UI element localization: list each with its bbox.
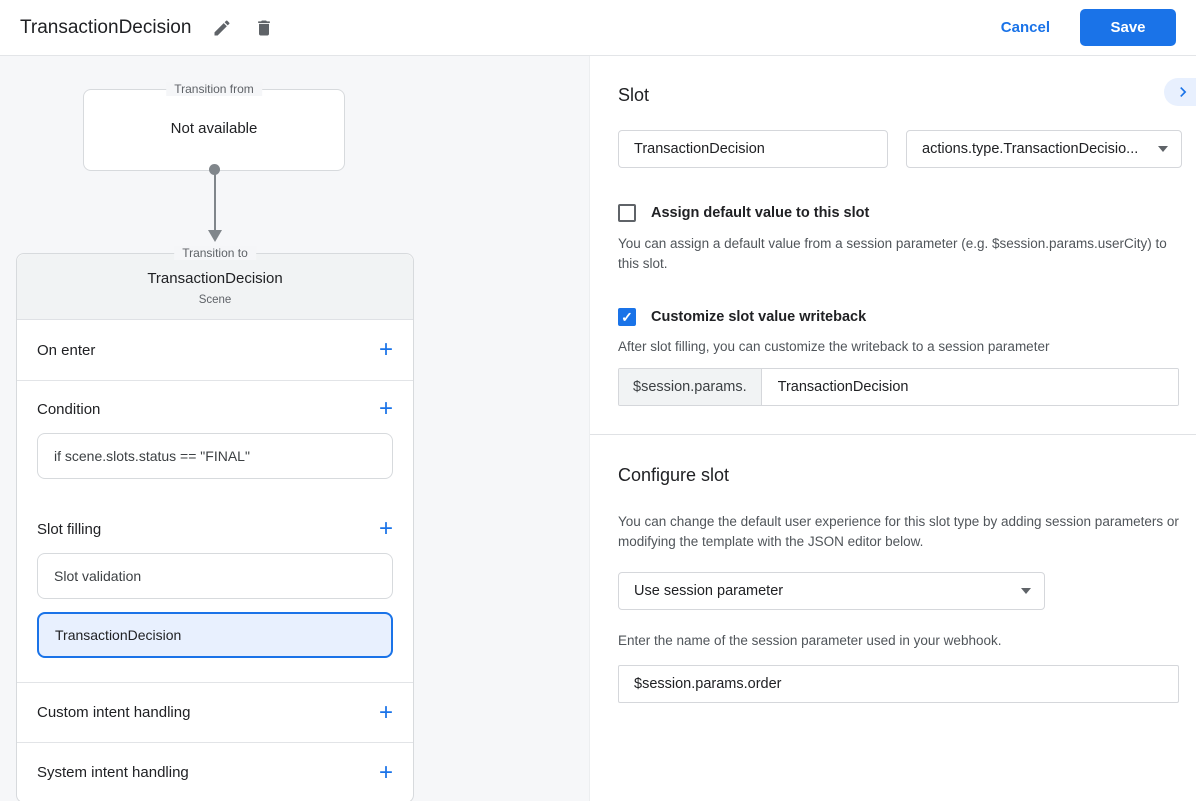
assign-default-checkbox-row[interactable] <box>618 204 1182 222</box>
condition-item[interactable]: if scene.slots.status == "FINAL" <box>37 433 393 479</box>
top-bar <box>0 0 1196 56</box>
writeback-description: After slot filling, you can customize the writeback to a session parameter <box>618 339 1050 354</box>
system-intent-row[interactable] <box>17 742 413 801</box>
assign-default-checkbox[interactable] <box>618 204 636 222</box>
slot-type-dropdown[interactable] <box>906 130 1182 168</box>
dropdown-arrow-icon <box>1158 146 1168 152</box>
scene-card <box>16 246 414 801</box>
on-enter-row[interactable] <box>17 320 413 380</box>
arrow-line <box>214 170 216 230</box>
slot-name-input[interactable] <box>618 130 888 168</box>
webhook-param-input[interactable] <box>618 665 1179 703</box>
scene-diagram-canvas <box>0 56 590 801</box>
slot-filling-label: Slot filling <box>37 520 102 538</box>
on-enter-label: On enter <box>37 341 96 359</box>
transition-to-label: Transition to <box>174 246 256 260</box>
edit-icon[interactable] <box>211 17 233 39</box>
add-system-intent-icon[interactable]: + <box>378 758 393 786</box>
collapse-panel-button[interactable] <box>1164 78 1196 106</box>
condition-label: Condition <box>37 400 101 418</box>
configure-slot-description: You can change the default user experience for this slot type by adding session parameters or modifying the template with the JSON editor below. <box>618 514 1179 549</box>
delete-icon[interactable] <box>253 17 275 39</box>
assign-default-label: Assign default value to this slot <box>651 205 870 221</box>
dropdown-arrow-icon <box>1021 588 1031 594</box>
session-params-prefix: $session.params. <box>619 369 762 405</box>
webhook-param-hint: Enter the name of the session parameter used in your webhook. <box>618 633 1002 648</box>
save-button[interactable]: Save <box>1080 9 1176 46</box>
slot-heading: Slot <box>618 85 650 105</box>
slot-editor-panel <box>590 56 1196 801</box>
slot-config-value: Use session parameter <box>634 583 784 599</box>
scene-subtitle: Scene <box>198 294 232 306</box>
condition-section <box>17 380 413 501</box>
writeback-checkbox[interactable]: ✓ <box>618 308 636 326</box>
slot-item-transaction-decision[interactable]: TransactionDecision <box>37 612 393 658</box>
slot-config-dropdown[interactable] <box>618 572 1045 610</box>
scene-card-header <box>17 254 413 320</box>
add-condition-icon[interactable]: + <box>378 395 393 422</box>
slot-item-validation[interactable]: Slot validation <box>37 553 393 599</box>
writeback-param-input[interactable] <box>762 369 1178 405</box>
configure-slot-heading: Configure slot <box>618 465 730 485</box>
cancel-button[interactable]: Cancel <box>1000 19 1050 36</box>
transition-arrow <box>207 164 222 242</box>
writeback-checkbox-row[interactable] <box>618 308 1182 326</box>
writeback-param-field <box>618 368 1179 406</box>
transition-from-box <box>83 82 345 171</box>
custom-intent-row[interactable] <box>17 682 413 742</box>
slot-type-value: actions.type.TransactionDecisio... <box>922 141 1139 157</box>
add-custom-intent-icon[interactable]: + <box>378 698 393 726</box>
scene-name: TransactionDecision <box>147 270 283 287</box>
arrow-head-icon <box>208 230 222 242</box>
writeback-label: Customize slot value writeback <box>651 309 867 325</box>
custom-intent-label: Custom intent handling <box>37 704 191 721</box>
transition-from-label: Transition from <box>166 82 262 96</box>
slot-filling-section <box>17 501 413 682</box>
add-on-enter-icon[interactable]: + <box>378 336 393 363</box>
assign-default-description: You can assign a default value from a session parameter (e.g. $session.params.userCity) to this slot. <box>618 236 1167 271</box>
add-slot-icon[interactable]: + <box>378 515 393 542</box>
transition-from-content: Not available <box>170 120 258 137</box>
page-title: TransactionDecision <box>20 16 192 38</box>
title-actions <box>211 17 275 39</box>
system-intent-label: System intent handling <box>37 764 189 781</box>
divider <box>590 434 1196 435</box>
chevron-right-icon <box>1173 82 1193 102</box>
